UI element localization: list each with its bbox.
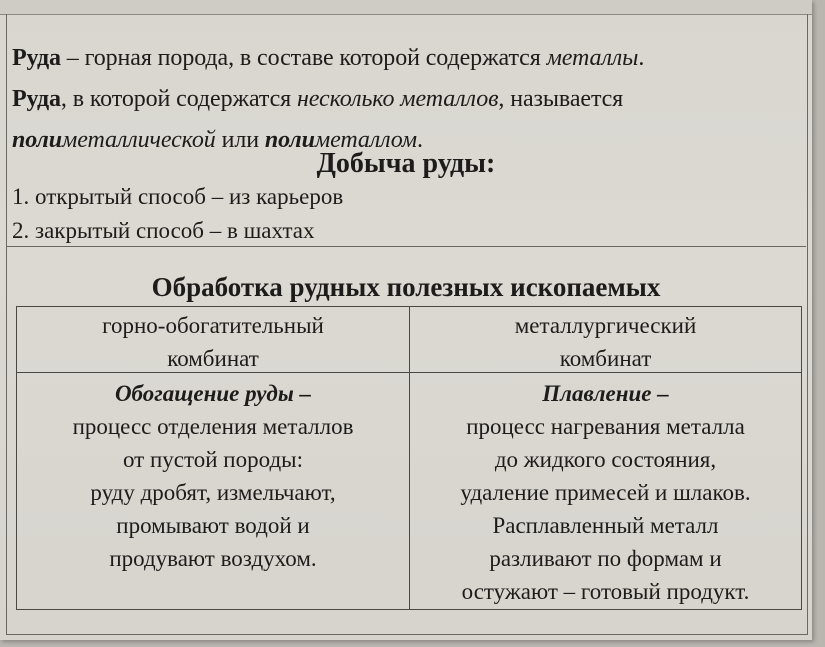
conjunction-or: или — [215, 127, 265, 153]
header-line: комбинат — [167, 346, 259, 371]
cell-line: от пустой породы: — [122, 447, 303, 472]
prefix-poly: поли — [12, 127, 63, 153]
cell-title: Обогащение руды – — [114, 381, 312, 406]
header-line: комбинат — [559, 346, 652, 371]
cell-line: продувают воздухом. — [109, 546, 317, 571]
cell-title: Плавление – — [542, 381, 669, 406]
section-divider — [6, 246, 806, 247]
ore-definition — [12, 38, 802, 161]
term-polymetal: металлом — [314, 127, 417, 153]
mining-heading: Добыча руды: — [316, 148, 496, 179]
table-header-mining-plant — [17, 309, 409, 375]
term-ore-2: Руда — [12, 86, 61, 112]
mining-item-open: 1. открытый способ – из карьеров — [12, 184, 344, 209]
cell-line: остужают – готовый продукт. — [461, 579, 750, 604]
definition-italic-several-metals: несколько металлов — [296, 86, 499, 112]
definition-text: – горная порода, в составе которой содержатся — [60, 45, 547, 71]
punctuation: . — [638, 45, 645, 71]
term-polymetallic: металлической — [62, 127, 216, 153]
header-line: металлургический — [514, 313, 697, 338]
cell-line: разливают по формам и — [489, 546, 722, 571]
table-cell-smelting — [410, 377, 801, 608]
processing-heading: Обработка рудных полезных ископаемых — [151, 272, 661, 302]
cell-line: удаление примесей и шлаков. — [460, 480, 751, 505]
cell-line: процесс отделения металлов — [72, 414, 354, 439]
mining-item-closed: 2. закрытый способ – в шахтах — [12, 218, 315, 243]
cell-line: процесс нагревания металла — [466, 414, 745, 439]
term-ore: Руда — [12, 45, 61, 71]
header-line: горно-обогатительный — [102, 313, 324, 338]
definition-line-1 — [12, 38, 802, 79]
cell-line: до жидкого состояния, — [494, 447, 717, 472]
definition-line-2 — [12, 79, 802, 120]
prefix-poly-2: поли — [264, 127, 315, 153]
table-cell-ore-enrichment — [17, 377, 409, 575]
cell-line: руду дробят, измельчают, — [90, 480, 336, 505]
processing-table — [16, 306, 802, 610]
definition-italic-metals: металлы — [546, 45, 639, 71]
table-header-metallurgical-plant — [410, 309, 801, 375]
top-strip — [0, 0, 812, 15]
definition-text-2: , в которой содержатся — [60, 86, 297, 112]
definition-text-3: , называется — [498, 86, 624, 112]
cell-line: Расплавленный металл — [492, 513, 719, 538]
punctuation-2: . — [416, 127, 423, 153]
cell-line: промывают водой и — [116, 513, 310, 538]
